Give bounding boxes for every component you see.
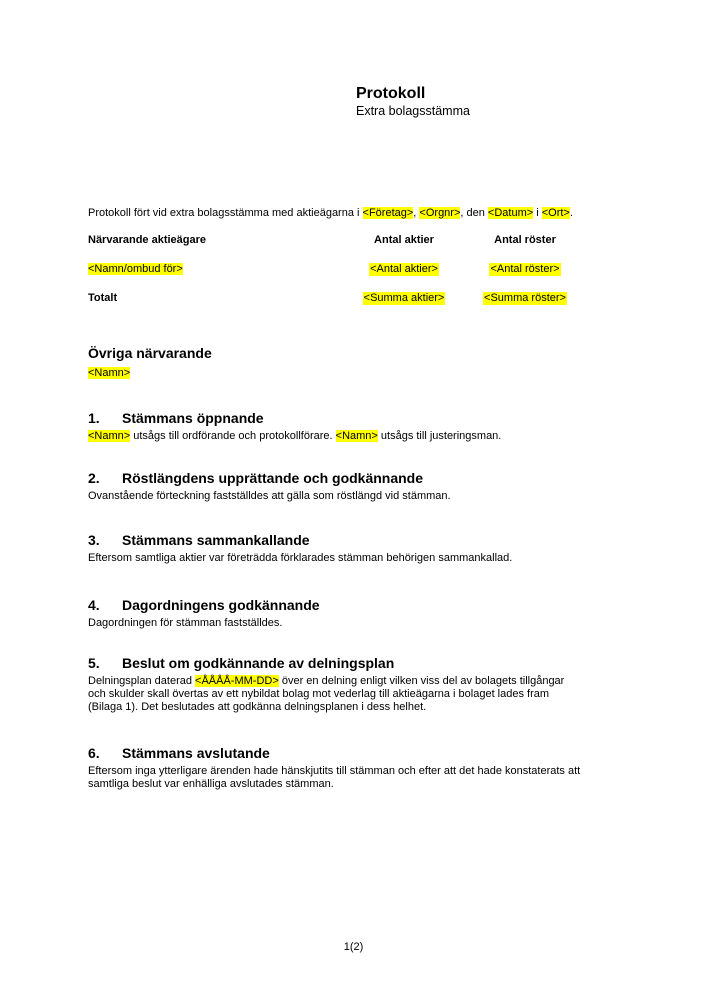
intro-sep-2: , den [460, 207, 488, 219]
page-number: 1(2) [343, 941, 364, 953]
section-6-line-2: samtliga beslut var enhälliga avslutades stämman. [88, 778, 334, 790]
section-1-text-1: utsågs till ordförande och protokollförare. [130, 430, 336, 442]
total-label: Totalt [88, 292, 118, 304]
placeholder-city: <Ort> [541, 207, 570, 219]
attendee-votes-cell [466, 263, 584, 276]
intro-paragraph [88, 207, 648, 220]
intro-sep-3: i [533, 207, 542, 219]
section-2-title: Röstlängdens upprättande och godkännande [122, 470, 424, 486]
section-5-number: 5. [88, 655, 100, 671]
section-6-number: 6. [88, 745, 100, 761]
section-6 [88, 745, 653, 791]
section-5 [88, 655, 653, 714]
section-5-heading [88, 655, 653, 671]
intro-sep-1: , [413, 207, 420, 219]
section-3-body: Eftersom samtliga aktier var företrädda förklarades stämman behörigen sammankallad. [88, 552, 513, 564]
section-6-body [88, 765, 653, 791]
section-3-heading [88, 532, 653, 548]
total-row [88, 292, 648, 305]
column-header-shareholders: Närvarande aktieägare [88, 234, 207, 246]
placeholder-summa-aktier: <Summa aktier> [363, 292, 445, 304]
attendees-header-row [88, 234, 648, 247]
section-5-title: Beslut om godkännande av delningsplan [122, 655, 395, 671]
placeholder-orgnr: <Orgnr> [419, 207, 461, 219]
total-shares-cell [342, 292, 466, 305]
intro-period: . [569, 207, 573, 219]
attendees-table [88, 234, 648, 305]
section-3-number: 3. [88, 532, 100, 548]
section-4 [88, 597, 653, 630]
placeholder-company: <Företag> [362, 207, 414, 219]
intro-lead: Protokoll fört vid extra bolagsstämma med aktieägarna i [88, 207, 363, 219]
section-2-body: Ovanstående förteckning fastställdes att gälla som röstlängd vid stämman. [88, 490, 451, 502]
placeholder-summa-roster: <Summa röster> [484, 292, 566, 304]
page-title: Protokoll [356, 85, 426, 102]
placeholder-plan-date: <ÅÅÅÅ-MM-DD> [195, 675, 279, 687]
section-1-title: Stämmans öppnande [122, 410, 264, 426]
attendee-row [88, 263, 648, 276]
section-3-title: Stämmans sammankallande [122, 532, 310, 548]
column-header-shares: Antal aktier [374, 234, 434, 246]
section-1-number: 1. [88, 410, 100, 426]
section-2 [88, 470, 653, 503]
placeholder-antal-aktier: <Antal aktier> [370, 263, 438, 275]
section-1-heading [88, 410, 653, 426]
section-4-body: Dagordningen för stämman fastställdes. [88, 617, 283, 629]
placeholder-adjuster-name: <Namn> [335, 430, 378, 442]
section-5-body [88, 675, 653, 714]
attendee-shares-cell [342, 263, 466, 276]
others-present-body [88, 367, 653, 380]
section-1 [88, 410, 653, 443]
section-4-number: 4. [88, 597, 100, 613]
page-subtitle: Extra bolagsstämma [356, 104, 470, 118]
section-6-heading [88, 745, 653, 761]
section-6-title: Stämmans avslutande [122, 745, 270, 761]
attendee-name-cell [88, 263, 342, 276]
placeholder-date: <Datum> [487, 207, 534, 219]
section-5-line-3: (Bilaga 1). Det beslutades att godkänna delningsplanen i dess helhet. [88, 701, 427, 713]
section-5-text-1: Delningsplan daterad [88, 675, 196, 687]
section-2-heading [88, 470, 653, 486]
section-4-title: Dagordningens godkännande [122, 597, 320, 613]
placeholder-namn: <Namn> [88, 367, 131, 379]
placeholder-antal-roster: <Antal röster> [490, 263, 560, 275]
column-header-votes: Antal röster [494, 234, 556, 246]
title-block [356, 84, 470, 119]
others-present-heading: Övriga närvarande [88, 345, 212, 361]
placeholder-chairman-name: <Namn> [88, 430, 131, 442]
section-1-body [88, 430, 653, 443]
section-2-number: 2. [88, 470, 100, 486]
section-4-heading [88, 597, 653, 613]
placeholder-name-ombud: <Namn/ombud för> [88, 263, 183, 275]
section-1-text-2: utsågs till justeringsman. [377, 430, 502, 442]
section-5-line-2: och skulder skall övertas av ett nybildat bolag mot vederlag till aktieägarna i bolaget lades fram [88, 688, 550, 700]
section-5-text-2: över en delning enligt vilken viss del av bolagets tillgångar [278, 675, 565, 687]
section-5-line-1 [88, 675, 653, 688]
total-votes-cell [466, 292, 584, 305]
section-6-line-1: Eftersom inga ytterligare ärenden hade hänskjutits till stämman och efter att det hade konstaterats att [88, 765, 581, 777]
section-3 [88, 532, 653, 565]
others-present-section [88, 345, 648, 380]
